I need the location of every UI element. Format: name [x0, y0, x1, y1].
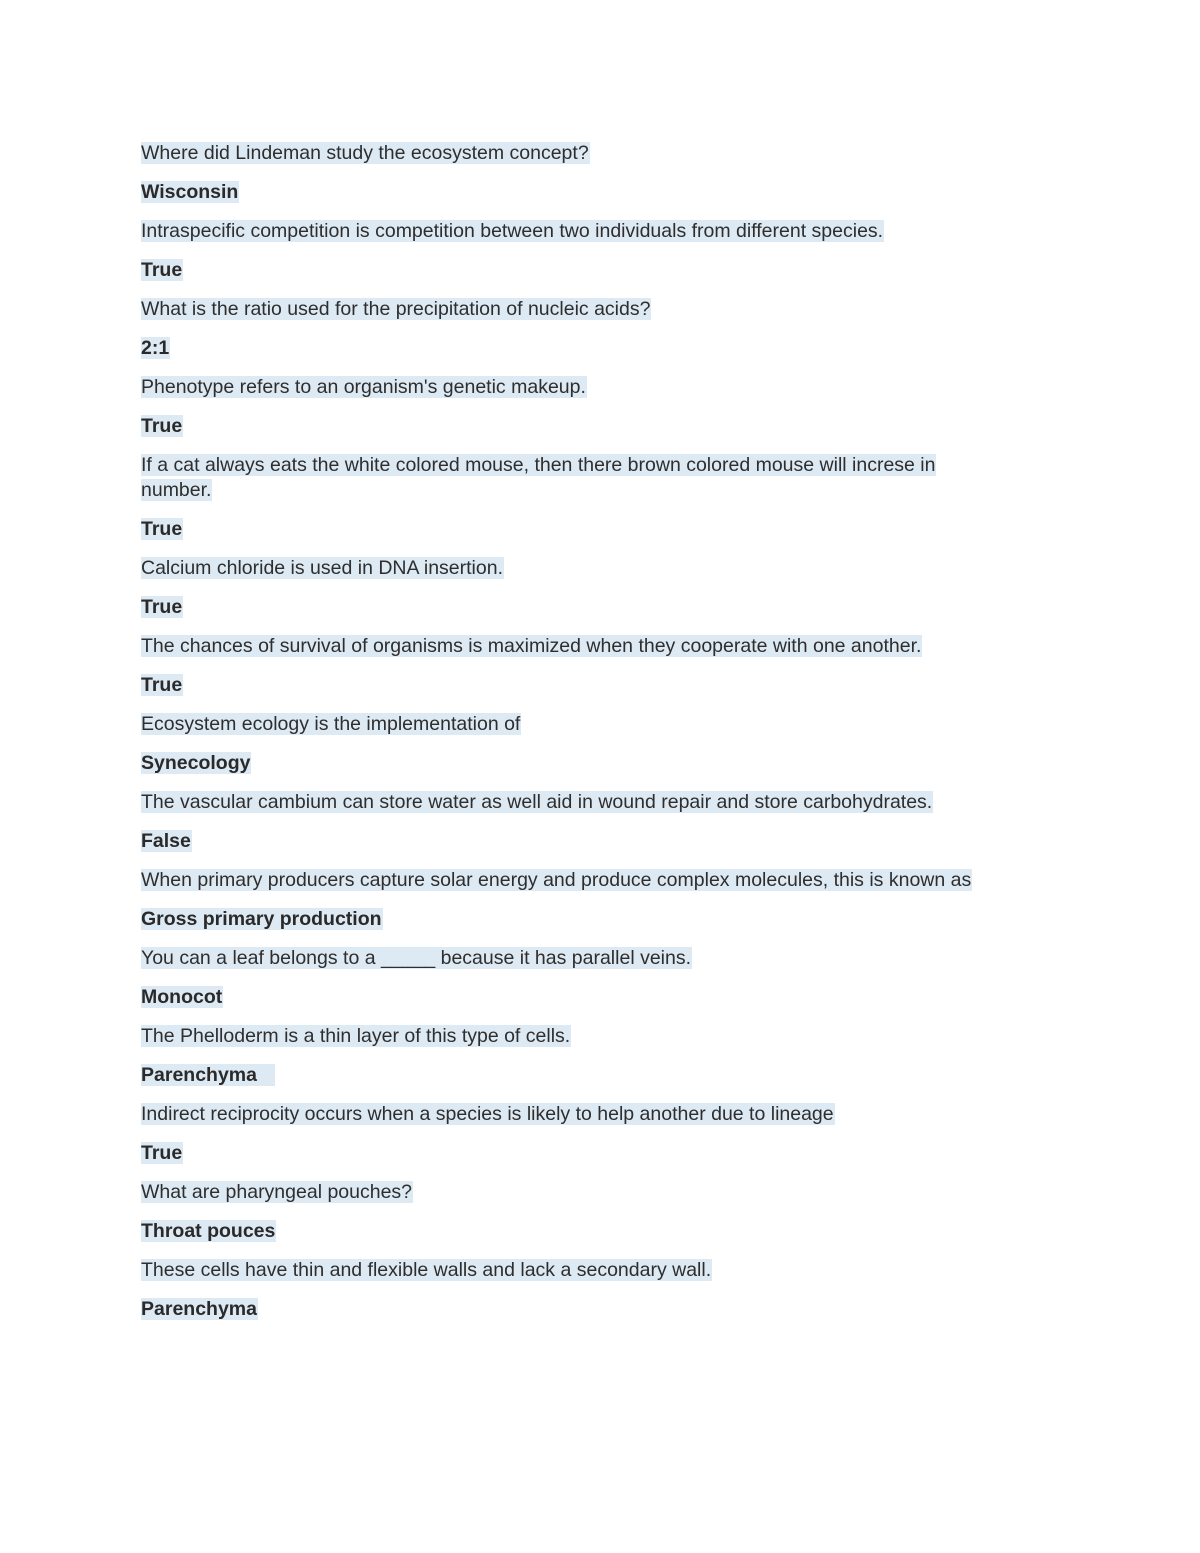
question-text: You can a leaf belongs to a _____ because it has parallel veins.	[141, 947, 692, 969]
qa-item	[141, 712, 1041, 776]
answer-text: Throat pouces	[141, 1220, 276, 1242]
answer-text: Parenchyma	[141, 1298, 257, 1320]
qa-item	[141, 1024, 1041, 1088]
answer-text: True	[141, 259, 183, 281]
question-text: Indirect reciprocity occurs when a species is likely to help another due to lineage	[141, 1103, 834, 1125]
qa-item	[141, 1102, 1041, 1166]
qa-item	[141, 634, 1041, 698]
qa-item	[141, 453, 1041, 542]
answer-text: Synecology	[141, 752, 251, 774]
question-text: What are pharyngeal pouches?	[141, 1181, 413, 1203]
answer-text: Monocot	[141, 986, 223, 1008]
question-text: What is the ratio used for the precipitation of nucleic acids?	[141, 298, 651, 320]
answer-text: True	[141, 596, 183, 618]
question-text: Ecosystem ecology is the implementation of	[141, 713, 521, 735]
answer-text: True	[141, 674, 183, 696]
question-text: When primary producers capture solar energy and produce complex molecules, this is known as	[141, 869, 972, 891]
qa-item	[141, 297, 1041, 361]
question-text: The vascular cambium can store water as well aid in wound repair and store carbohydrates.	[141, 791, 933, 813]
qa-item	[141, 790, 1041, 854]
document-page	[141, 141, 1041, 1336]
answer-text: Parenchyma	[141, 1063, 1041, 1088]
answer-text: True	[141, 415, 183, 437]
qa-item	[141, 946, 1041, 1010]
answer-text: 2:1	[141, 337, 170, 359]
answer-text: True	[141, 1142, 183, 1164]
qa-item	[141, 868, 1041, 932]
question-text: Phenotype refers to an organism's genetic makeup.	[141, 376, 586, 398]
qa-item	[141, 375, 1041, 439]
question-text: Intraspecific competition is competition between two individuals from different species.	[141, 220, 884, 242]
question-text: The Phelloderm is a thin layer of this type of cells.	[141, 1025, 571, 1047]
qa-item	[141, 219, 1041, 283]
qa-item	[141, 1180, 1041, 1244]
qa-item	[141, 141, 1041, 205]
answer-text: False	[141, 830, 191, 852]
answer-text: Gross primary production	[141, 908, 382, 930]
question-text: Calcium chloride is used in DNA insertion.	[141, 557, 503, 579]
question-text: If a cat always eats the white colored mouse, then there brown colored mouse will increse in number.	[141, 454, 936, 501]
answer-text: True	[141, 518, 183, 540]
question-text: These cells have thin and flexible walls and lack a secondary wall.	[141, 1259, 712, 1281]
qa-item	[141, 556, 1041, 620]
question-text: The chances of survival of organisms is maximized when they cooperate with one another.	[141, 635, 922, 657]
question-text: Where did Lindeman study the ecosystem concept?	[141, 142, 589, 164]
answer-text: Wisconsin	[141, 181, 239, 203]
qa-item	[141, 1258, 1041, 1322]
